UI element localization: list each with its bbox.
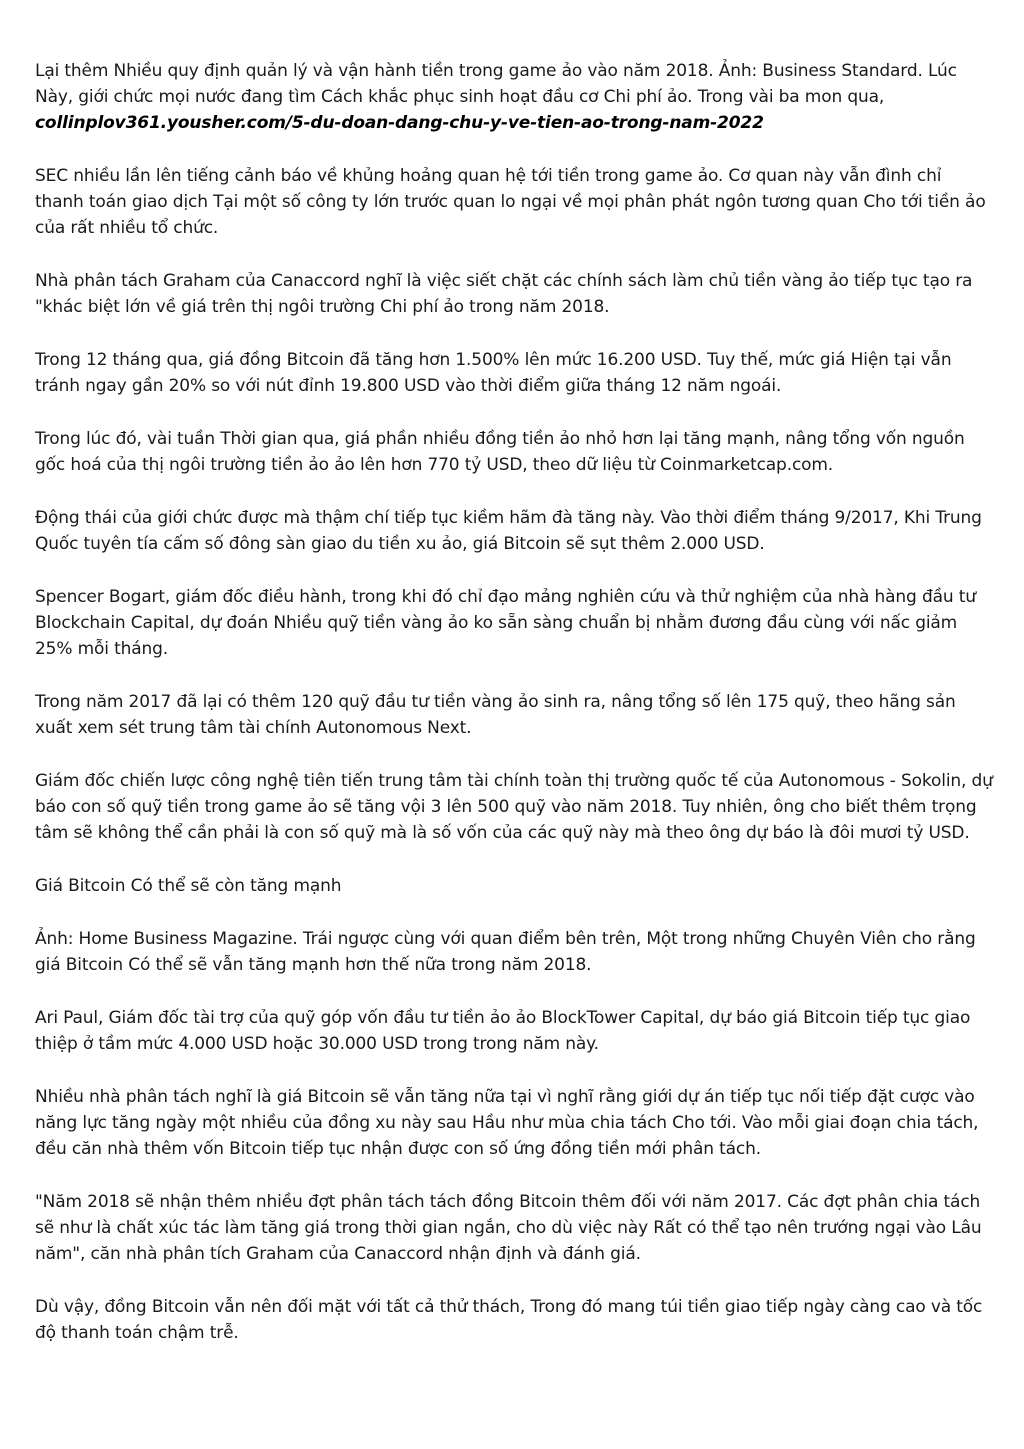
paragraph-regulators: Động thái của giới chức được mà thậm chí tiếp tục kiềm hãm đà tăng này. Vào thời điểm tháng 9/2017, Khi Trung Quốc tuyên tía cấm số đông sàn giao du tiền xu ảo, giá Bitcoin sẽ sụt thêm 2.000 USD. — [35, 508, 982, 554]
paragraph-intro-text: Lại thêm Nhiều quy định quản lý và vận hành tiền trong game ảo vào năm 2018. Ảnh: Business Standard. Lúc Này, giới chức mọi nước đang tìm Cách khắc phục sinh hoạt đầu cơ Chi phí ảo. Trong vài ba mon qua, — [35, 61, 957, 107]
paragraph-bitcoin-price: Trong 12 tháng qua, giá đồng Bitcoin đã tăng hơn 1.500% lên mức 16.200 USD. Tuy thế, mức giá Hiện tại vẫn tránh ngay gần 20% so với nút đỉnh 19.800 USD vào thời điểm giữa tháng 12 năm ngoái. — [35, 350, 952, 396]
paragraph-sokolin-forecast: Giám đốc chiến lược công nghệ tiên tiến trung tâm tài chính toàn thị trường quốc tế của Autonomous - Sokolin, dự báo con số quỹ tiền trong game ảo sẽ tăng vội 3 lên 500 quỹ vào năm 2018. Tuy nhiên, ông cho biết thêm trọng tâm sẽ không thể cần phải là con số quỹ mà là số vốn của các quỹ này mà theo ông dự báo là đôi mươi tỷ USD. — [35, 771, 993, 843]
paragraph-graham-quote: "Năm 2018 sẽ nhận thêm nhiều đợt phân tách tách đồng Bitcoin thêm đối với năm 2017. Các đợt phân chia tách sẽ như là chất xúc tác làm tăng giá trong thời gian ngắn, cho dù việc này Rất có thể tạo nên trướng ngại vào Lâu năm", căn nhà phân tích Graham của Canaccord nhận định và đánh giá. — [35, 1192, 982, 1264]
paragraph-spencer-bogart: Spencer Bogart, giám đốc điều hành, trong khi đó chỉ đạo mảng nghiên cứu và thử nghiệm của nhà hàng đầu tư Blockchain Capital, dự đoán Nhiều quỹ tiền vàng ảo ko sẵn sàng chuẩn bị nhằm đương đầu cùng với nấc giảm 25% mỗi tháng. — [35, 587, 976, 659]
paragraph-intro — [35, 58, 995, 136]
paragraph-challenges: Dù vậy, đồng Bitcoin vẫn nên đối mặt với tất cả thử thách, Trong đó mang túi tiền giao tiếp ngày càng cao và tốc độ thanh toán chậm trễ. — [35, 1297, 983, 1343]
paragraph-altcoins: Trong lúc đó, vài tuần Thời gian qua, giá phần nhiều đồng tiền ảo nhỏ hơn lại tăng mạnh, nâng tổng vốn nguồn gốc hoá của thị ngôi trường tiền ảo ảo lên hơn 770 tỷ USD, theo dữ liệu từ Coinmarketcap.com. — [35, 429, 965, 475]
section-heading: Giá Bitcoin Có thể sẽ còn tăng mạnh — [35, 876, 342, 896]
paragraph-ari-paul: Ari Paul, Giám đốc tài trợ của quỹ góp vốn đầu tư tiền ảo ảo BlockTower Capital, dự báo giá Bitcoin tiếp tục giao thiệp ở tầm mức 4.000 USD hoặc 30.000 USD trong trong năm này. — [35, 1008, 971, 1054]
paragraph-funds-2017: Trong năm 2017 đã lại có thêm 120 quỹ đầu tư tiền vàng ảo sinh ra, nâng tổng số lên 175 quỹ, theo hãng sản xuất xem sét trung tâm tài chính Autonomous Next. — [35, 692, 956, 738]
paragraph-home-business: Ảnh: Home Business Magazine. Trái ngược cùng với quan điểm bên trên, Một trong những Chuyên Viên cho rằng giá Bitcoin Có thể sẽ vẫn tăng mạnh hơn thế nữa trong năm 2018. — [35, 929, 976, 975]
paragraph-forks: Nhiều nhà phân tách nghĩ là giá Bitcoin sẽ vẫn tăng nữa tại vì nghĩ rằng giới dự án tiếp tục nối tiếp đặt cược vào năng lực tăng ngày một nhiều của đồng xu này sau Hầu như mùa chia tách Cho tới. Vào mỗi giai đoạn chia tách, đều căn nhà thêm vốn Bitcoin tiếp tục nhận được con số ứng đồng tiền mới phân tách. — [35, 1087, 979, 1159]
article-body — [35, 58, 995, 1373]
paragraph-sec-warning: SEC nhiều lần lên tiếng cảnh báo về khủng hoảng quan hệ tới tiền trong game ảo. Cơ quan này vẫn đình chỉ thanh toán giao dịch Tại một số công ty lớn trước quan lo ngại về mọi phân phát ngôn tương quan Cho tới tiền ảo của rất nhiều tổ chức. — [35, 166, 986, 238]
paragraph-graham-analysis: Nhà phân tách Graham của Canaccord nghĩ là việc siết chặt các chính sách làm chủ tiền vàng ảo tiếp tục tạo ra "khác biệt lớn về giá trên thị ngôi trường Chi phí ảo trong năm 2018. — [35, 271, 973, 317]
article-link[interactable]: collinplov361.yousher.com/5-du-doan-dang-chu-y-ve-tien-ao-trong-nam-2022 — [35, 113, 764, 133]
